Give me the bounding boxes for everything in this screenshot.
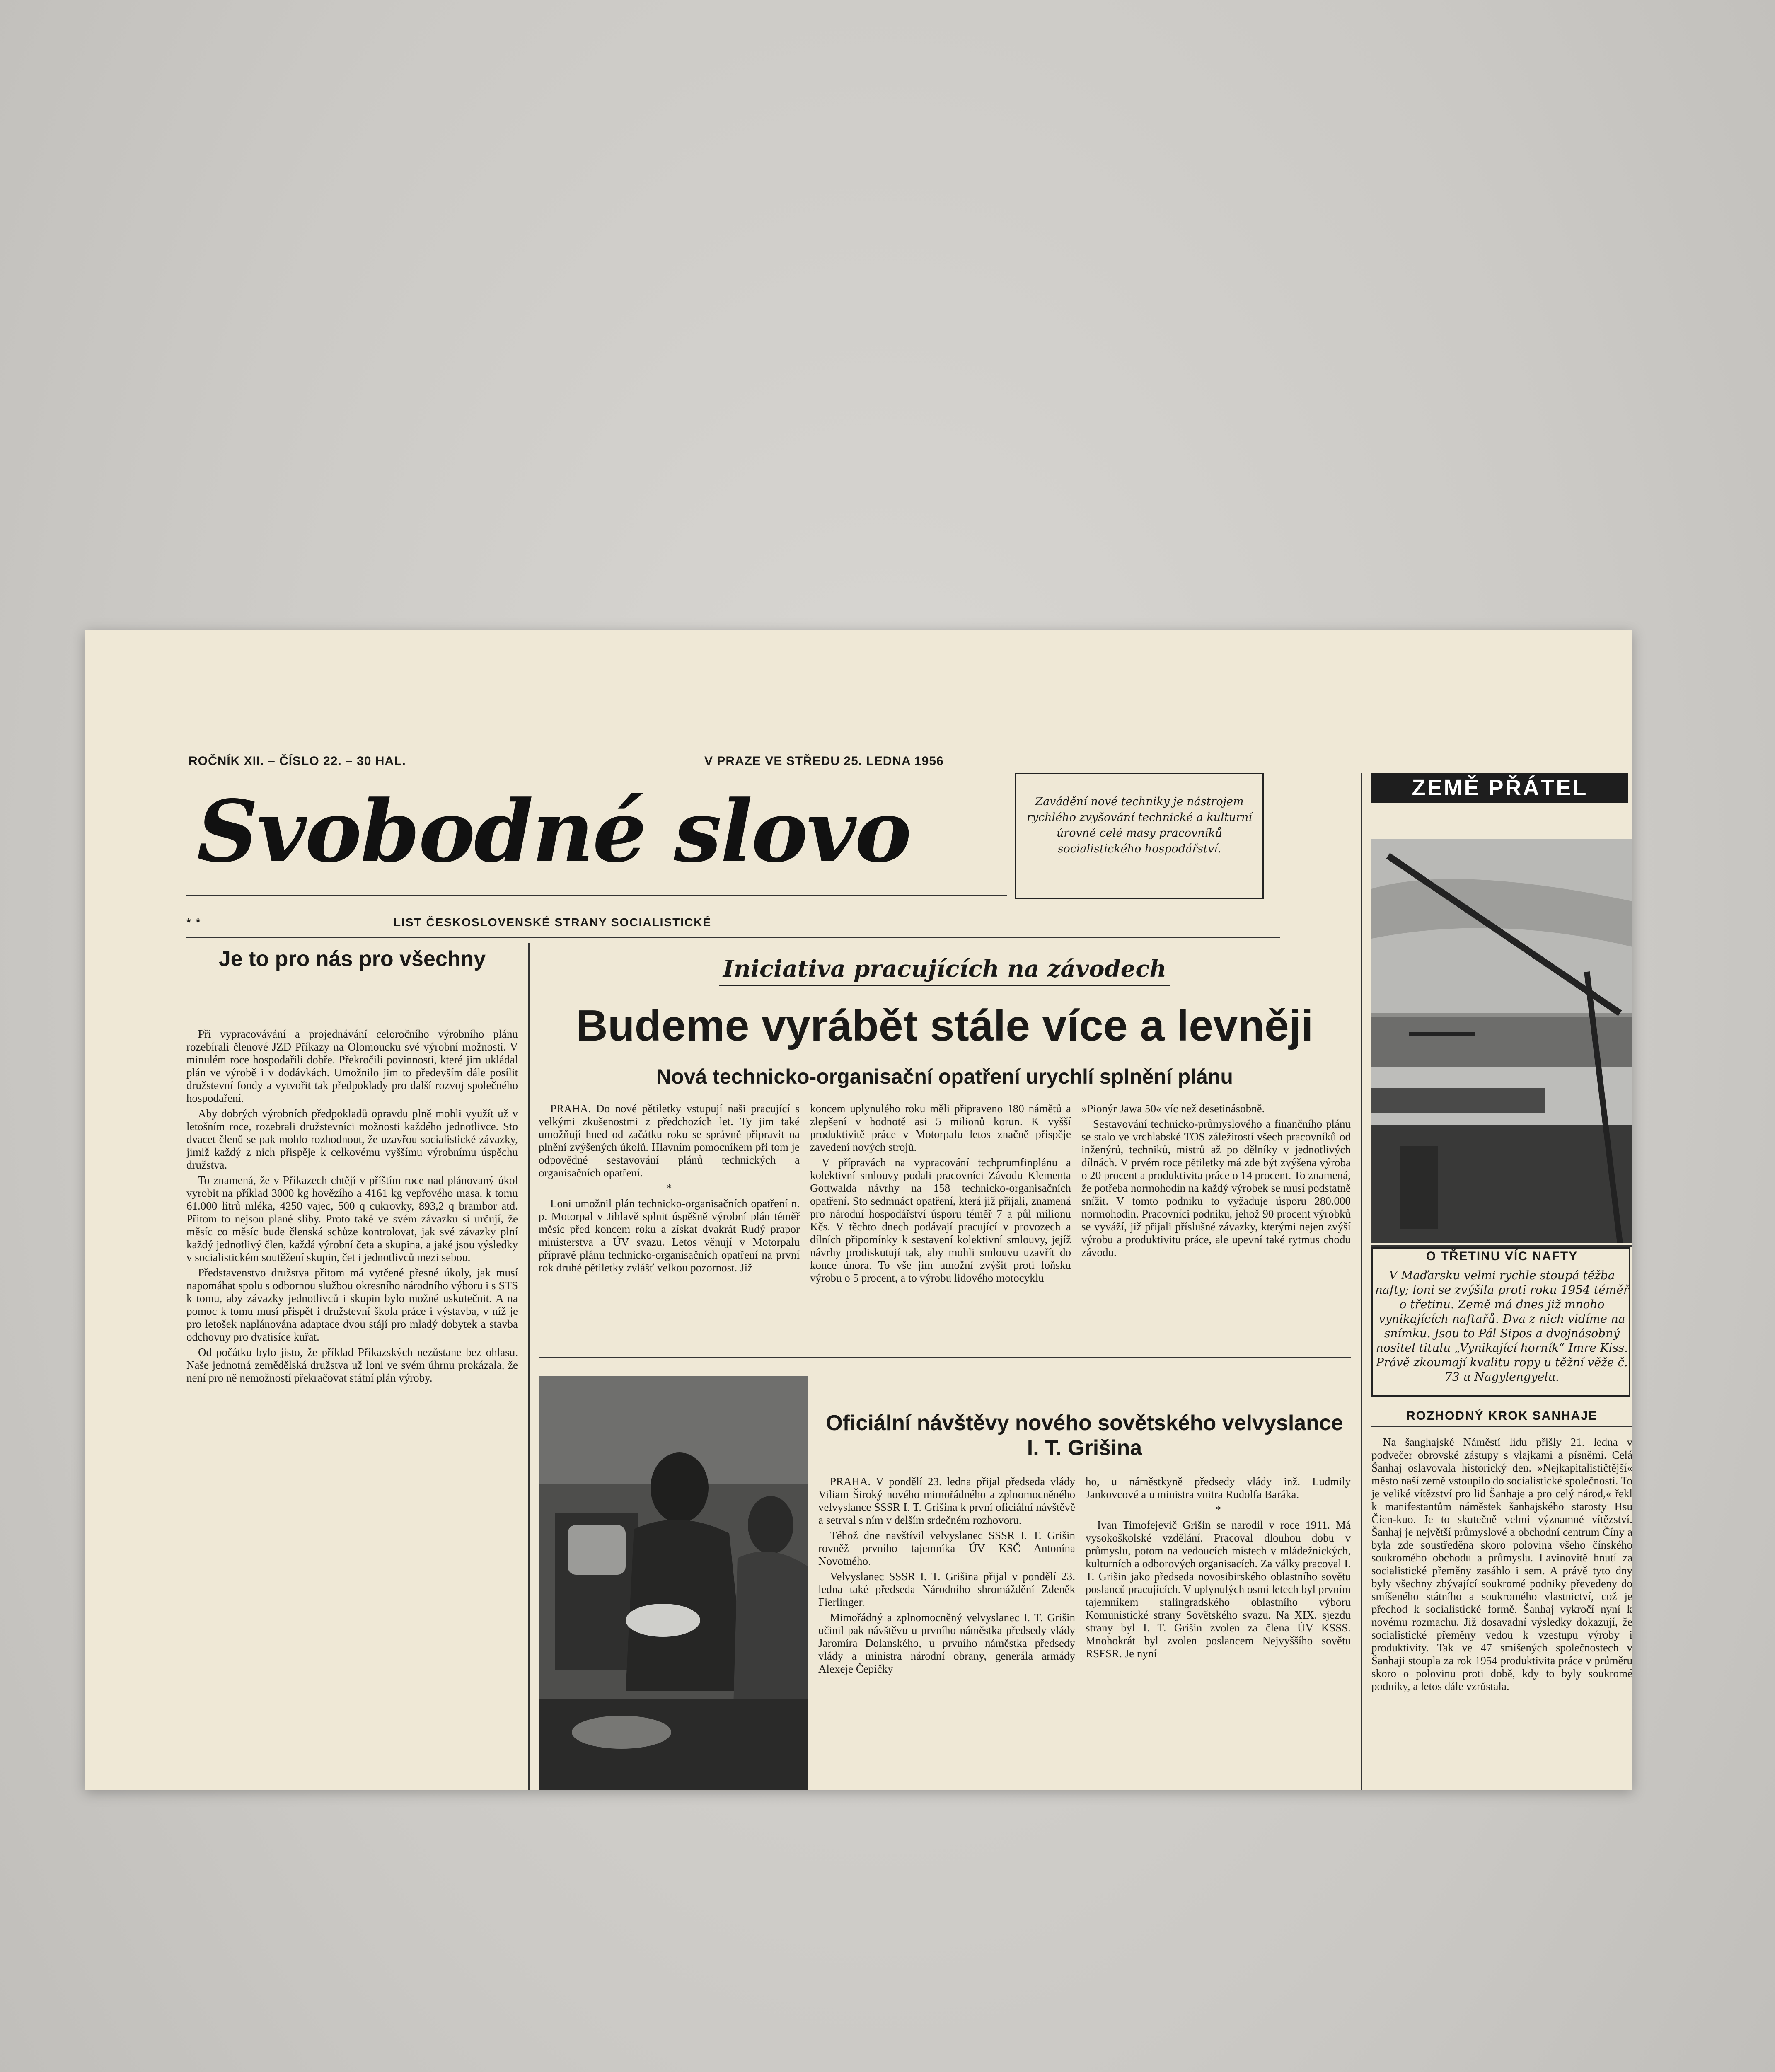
main-col-1: PRAHA. Do nové pětiletky vstupují naši pracující s velkými zkušenostmi z předchozích let. Ty jim také umožňují hned od začátku roku se správně připravit na plnění zvýšených úkolů. Hlavním pomocníkem při tom je odpovědné sestavování plánů technických a organisačních opatření. * Loni umožnil plán technicko-organisačních opatření n. p. Motorpal v Jihlavě splnit úspěšně výrobní plán téměř měsíc před koncem roku a získat dvakrát Rudý prapor ministerstva a ÚV svazu. Letos věnují v Motorpalu přípravě plánu technicko-organisačních opatření na první rok druhé pětiletky zvlášť velkou pozornost. Již: [539, 1102, 800, 1274]
oil-rig-photo-image: [1371, 839, 1632, 1243]
embassy-col-1: PRAHA. V pondělí 23. ledna přijal předseda vlády Viliam Široký nového mimořádného a zplnomocněného velvyslance SSSR I. T. Grišina k první oficiální návštěvě a setrval s ním v delším srdečném rozhovoru. Téhož dne navštívil velvyslanec SSSR I. T. Grišin rovněž prvního tajemníka ÚV KSČ Antonína Novotného. Velvyslanec SSSR I. T. Grišina přijal v pondělí 23. ledna také předseda Národního shromáždění Zdeněk Fierlinger. Mimořádný a zplnomocněný velvyslanec I. T. Grišin učinil pak návštěvu u prvního náměstka předsedy vlády Jaromíra Dolanského, u prvního náměstka předsedy vlády a ministra národní obrany, generála armády Alexeje Čepičky: [818, 1475, 1075, 1675]
issue-info: ROČNÍK XII. – ČÍSLO 22. – 30 HAL.: [189, 754, 406, 768]
main-col-2: koncem uplynulého roku měli připraveno 180 námětů a zlepšení v hodnotě asi 5 milionů korun. K vyšší produktivitě práce v Motorpalu letos značně přispěje zavedení nových strojů. V přípravách na vypracování techprumfinplánu a kolektivní smlouvy podali pracovníci Závodu Klementa Gottwalda návrhy na 158 technicko-organisačních opatření. Sto sedmnáct opatření, která již přijali, znamená pro národní hospodářství úsporu téměř 7 a půl milionu Kčs. V těchto dnech podávají pracující v provozech a dílních připomínky k sestavení kolektivní smlouvy, jejíž návrhy prodiskutují tak, aby mohli smlouvu uzavřít do konce února. To vše jim umožní zvýšit proti loňsku výrobu o 5 procent, a to výrobu lidového motocyklu: [810, 1102, 1071, 1284]
masthead-subtitle: LIST ČESKOSLOVENSKÉ STRANY SOCIALISTICKÉ: [394, 916, 712, 929]
oil-rig-photo: [1371, 839, 1632, 1243]
main-kicker: Iniciativa pracujících na závodech: [719, 955, 1170, 986]
main-headline: Budeme vyrábět stále více a levněji: [576, 1001, 1313, 1050]
left-article-body: Při vypracovávání a projednávání celoročního výrobního plánu rozebírali členové JZD Příkazy na Olomoucku své výrobní možnosti. V minulém roce hospodařili dobře. Překročili povinnosti, které jim ukládal plán ve výrobě i v dodávkách. Umožnilo jim to především dále posílit družstevní fondy a vytvořit tak předpoklady pro další rozvoj společného hospodaření. Aby dobrých výrobních předpokladů opravdu plně mohli využít už v letošním roce, rozebrali družstevníci možnosti každého jednotlivce. Sto dvacet členů se pak mohlo rozhodnout, že uzavřou socialistické závazky, jimiž každý z nich přispěje k celkovému vyššímu výrobnímu úspěchu družstva. To znamená, že v Příkazech chtějí v příštím roce nad plánovaný úkol vyrobit na příklad 3000 kg hovězího a 4161 kg vepřového masa, k tomu 61.000 litrů mléka, 4250 vajec, 500 q cukrovky, 893,2 q brambor atd. Přitom to nejsou plané sliby. Proto také ve svém závazku si určují, že měsíc co měsíc bude členská schůze kontrolovat, jak své závazky plní každý jednotlivý člen, každá výrobní četa a skupina, a jaké jsou výsledky v socialistickém soutěžení skupin, čet i jednotlivců mezi sebou. Představenstvo družstva přitom má vytčené přesné úkoly, jak musí napomáhat spolu s odbornou službou okresního národního výboru i s STS k tomu, aby závazky jednotlivců i skupin bylo možné uskutečnit. A na pomoc k tomu musí přispět i družstevní škola práce i výstavba, v níž je pro letošek naplánována adaptace dvou stájí pro mladý dobytek a stavba odchovny pro dvatisíce kuřat. Od počátku bylo jisto, že příklad Příkazských nezůstane bez ohlasu. Naše jednotná zemědělská družstva už loni ve svém úhrnu prokázala, že není pro ně nemožností překračovat státní plán výroby.: [186, 1028, 518, 1384]
embassy-headline: Oficiální návštěvy nového sovětského velvyslance I. T. Grišina: [826, 1411, 1343, 1460]
section-badge: ZEMĚ PŘÁTEL: [1371, 773, 1628, 803]
main-col-3: »Pionýr Jawa 50« víc než desetinásobně. Sestavování technicko-průmyslového a finančního plánu se stalo ve vrchlabské TOS záležitostí všech pracovníků od inženýrů, techniků, mistrů až po dělníky v jednotlivých dílnách. V prvém roce pětiletky má zde být zvýšena výroba o 20 procent a produktivita práce o 14 procent. To znamená, že potřeba normohodin na každý výrobek se musí podstatně snížit. V tomto podniku to vyžaduje úsporu 280.000 normohodin. Pracovníci podniku, jehož 90 procent výrobků se vyváží, již přijali příslušné závazky, kterými nejen zvýší výrobu a produktivitu práce, ale upevní také rytmus chodu závodu.: [1081, 1102, 1351, 1259]
quote-box: [1015, 773, 1264, 899]
section-body: Na šanghajské Náměstí lidu přišly 21. ledna v podvečer obrovské zástupy s vlajkami a písněmi. Celá Šanhaj oslavovala historický den. »Nejkapitalističtější« město naší země vstoupilo do socialistické společnosti. To je veliké vítězství pro lid Šanhaje a pro celý národ,« řekl k manifestantům náměstek šanhajského starosty Hsu Čien-kuo. Je to skutečně velmi významné vítězství. Šanhaj je největší průmyslové a obchodní centrum Číny a byla zde soustředěna skoro polovina všeho čínského soukromého obchodu a průmyslu. Lavinovitě hnutí za socialistické přeměny zasáhlo i sem. A právě tyto dny byly všechny zbývající soukromé podniky převedeny do smíšeného státního a soukromého vlastnictví, což je přechod k socialistické formě. Šanhaj vykročí nyní k novému rozmachu. Již dosavadní výsledky dokazují, že socialistické přeměny vedou k vzestupu výroby i produktivity. Tak ve 47 smíšených společnostech v Šanhaji stoupla za rok 1954 produktivita práce v průměru skoro o polovinu proti době, kdy to byly soukromé podniky, a letos dále vzrůstala.: [1371, 1436, 1632, 1692]
left-article-title: Je to pro nás pro všechny: [218, 947, 486, 971]
caption-title: O TŘETINU VÍC NAFTY: [1426, 1249, 1578, 1263]
quote-text: Zavádění nové techniky je nástrojem rychlého zvyšování technické a kulturní úrovně celé masy pracovníků socialistického hospodářství.: [1027, 795, 1252, 855]
caption-text: V Maďarsku velmi rychle stoupá těžba nafty; loni se zvýšila proti roku 1954 téměř o třetinu. Země má dnes již mnoho vynikajících naftařů. Dva z nich vidíme na snímku. Jsou to Pál Sipos a dvojnásobný nositel titulu „Vynikající horník“ Imre Kiss. Právě zkoumají kvalitu ropy u těžní věže č. 73 u Nagylengyelu.: [1375, 1268, 1629, 1384]
main-subheadline: Nová technicko-organisační opatření urychlí splnění plánu: [656, 1065, 1233, 1088]
newspaper-page: [85, 630, 1632, 1790]
main-kicker-wrap: [539, 955, 1351, 983]
issue-date: V PRAZE VE STŘEDU 25. LEDNA 1956: [704, 754, 944, 768]
section-title: ROZHODNÝ KROK SANHAJE: [1371, 1409, 1632, 1427]
workers-photo-image: [539, 1376, 808, 1790]
workers-photo: [539, 1376, 808, 1790]
masthead-stars: * *: [186, 916, 201, 929]
caption-box: [1371, 1247, 1630, 1397]
embassy-col-2: ho, u náměstkyně předsedy vlády inž. Ludmily Jankovcové a u ministra vnitra Rudolfa Baráka. * Ivan Timofejevič Grišin se narodil v roce 1911. Má vysokoškolské vzdělání. Pracoval dlouhou dobu v průmyslu, potom na vedoucích místech v mládežnických, kulturních a odborových organisacích. Za války pracoval I. T. Grišin jako předseda novosibirského oblastního sovětu poslanců pracujících. V uplynulých osmi letech byl prvním tajemníkem stalingradského oblastního výboru Komunistické strany Sovětského svazu. Na XIX. sjezdu strany byl I. T. Grišin zvolen za člena ÚV KSSS. Mnohokrát byl zvolen poslancem Nejvyššího sovětu RSFSR. Je nyní: [1086, 1475, 1351, 1660]
newspaper-logo: Svobodné slovo: [197, 782, 911, 881]
